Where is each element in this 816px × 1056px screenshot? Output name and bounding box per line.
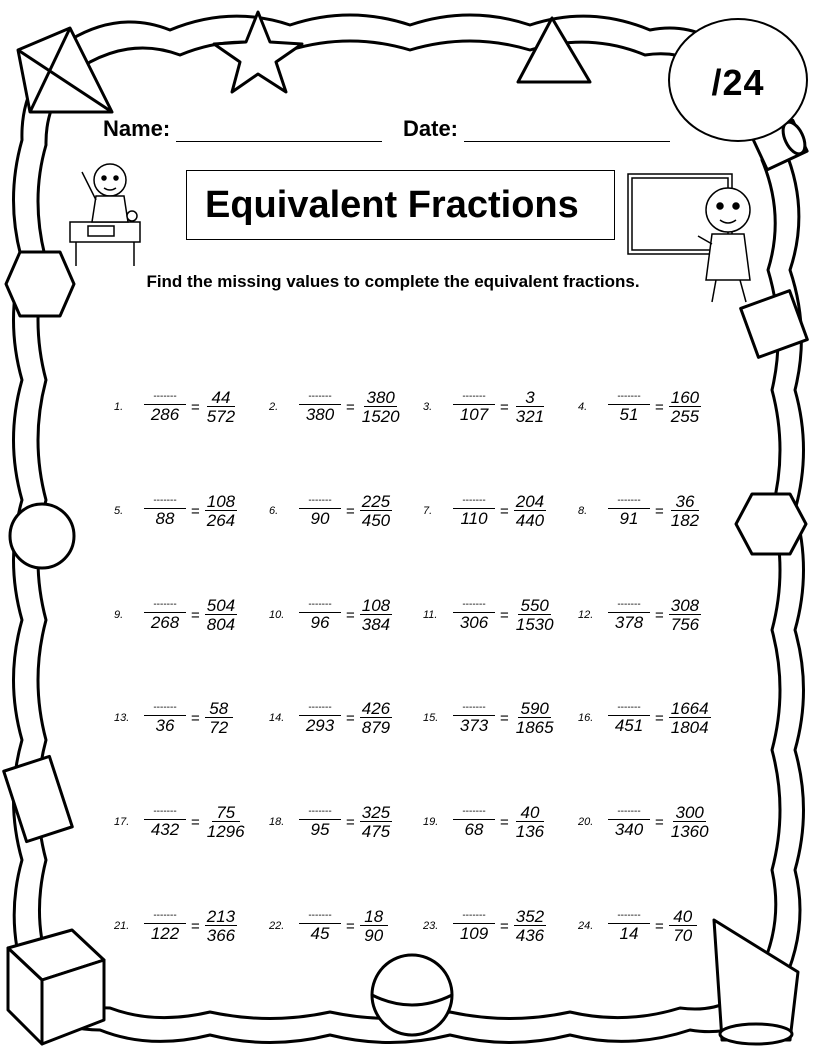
problem-item (578, 804, 711, 840)
problem-number: 21. (114, 920, 130, 932)
equals-sign: = (655, 813, 664, 831)
numerator: 36 (671, 493, 699, 511)
name-line[interactable] (176, 119, 382, 142)
equals-sign: = (191, 502, 200, 520)
numerator: 308 (670, 596, 700, 615)
denominator: 96 (310, 612, 330, 632)
denominator: 432 (150, 819, 180, 839)
sphere-shape (372, 955, 452, 1035)
problem-item (578, 908, 697, 944)
problem-item (578, 493, 701, 529)
denominator: 268 (150, 612, 180, 632)
problem-item (269, 493, 392, 529)
equals-sign: = (655, 709, 664, 727)
numerator: 225 (361, 492, 391, 511)
numerator: 160 (670, 388, 700, 407)
problem-item (269, 700, 392, 736)
problem-item (114, 908, 237, 944)
denominator: 122 (150, 923, 180, 943)
denominator: 91 (619, 508, 639, 528)
given-fraction (669, 908, 697, 944)
denominator: 286 (150, 404, 180, 424)
numerator: 550 (520, 596, 549, 615)
answer-blank[interactable]: ------- (453, 600, 495, 613)
denominator: 366 (206, 926, 236, 945)
unknown-fraction (453, 392, 495, 423)
given-fraction (205, 804, 247, 840)
answer-blank[interactable]: ------- (299, 703, 341, 716)
unknown-fraction (453, 807, 495, 838)
title-box (186, 170, 615, 240)
problem-item (423, 389, 546, 425)
denominator: 450 (361, 511, 391, 530)
numerator: 3 (516, 389, 544, 407)
problem-number: 2. (269, 401, 279, 413)
problem-number: 14. (269, 712, 285, 724)
numerator: 18 (360, 908, 388, 926)
denominator: 90 (364, 926, 384, 945)
denominator: 110 (460, 508, 488, 528)
denominator: 68 (464, 819, 484, 839)
numerator: 380 (366, 388, 395, 407)
problem-item (269, 908, 388, 944)
problem-number: 16. (578, 712, 594, 724)
denominator: 182 (670, 511, 700, 530)
given-fraction (360, 700, 392, 736)
unknown-fraction (453, 703, 495, 734)
answer-blank[interactable]: ------- (453, 911, 495, 924)
problem-number: 22. (269, 920, 285, 932)
given-fraction (514, 389, 546, 425)
denominator: 1360 (670, 822, 709, 841)
page-title: Equivalent Fractions (205, 183, 579, 226)
problem-item (423, 493, 546, 529)
unknown-fraction (299, 496, 341, 527)
equals-sign: = (655, 502, 664, 520)
problem-number: 10. (269, 609, 285, 621)
given-fraction (360, 908, 388, 944)
answer-blank[interactable]: ------- (299, 392, 341, 405)
kid-at-desk-illustration (70, 164, 140, 266)
unknown-fraction (144, 392, 186, 423)
problem-number: 11. (423, 609, 438, 621)
denominator: 1296 (206, 822, 245, 841)
denominator: 36 (155, 715, 175, 735)
numerator: 590 (520, 699, 549, 718)
numerator: 1664 (670, 699, 709, 718)
problem-item (423, 908, 546, 944)
denominator: 756 (670, 615, 700, 634)
answer-blank[interactable]: ------- (608, 703, 650, 716)
denominator: 264 (206, 511, 236, 530)
problem-number: 15. (423, 712, 439, 724)
equals-sign: = (346, 398, 355, 416)
equals-sign: = (346, 606, 355, 624)
unknown-fraction (453, 600, 495, 631)
problem-item (423, 700, 556, 736)
denominator: 321 (515, 407, 545, 426)
denominator: 378 (614, 612, 644, 632)
numerator: 40 (669, 908, 697, 926)
numerator: 352 (515, 907, 545, 926)
answer-blank[interactable]: ------- (299, 600, 341, 613)
numerator: 75 (212, 804, 240, 822)
equals-sign: = (191, 606, 200, 624)
denominator: 451 (614, 715, 644, 735)
given-fraction (205, 908, 237, 944)
problem-item (269, 597, 392, 633)
problem-number: 13. (114, 712, 130, 724)
problem-item (114, 597, 237, 633)
unknown-fraction (144, 600, 186, 631)
equals-sign: = (500, 502, 509, 520)
unknown-fraction (299, 392, 341, 423)
numerator: 426 (361, 699, 391, 718)
given-fraction (669, 493, 701, 529)
denominator: 475 (361, 822, 391, 841)
given-fraction (360, 389, 402, 425)
given-fraction (669, 804, 711, 840)
denominator: 293 (305, 715, 335, 735)
denominator: 45 (310, 923, 330, 943)
numerator: 108 (361, 596, 391, 615)
denominator: 107 (459, 404, 489, 424)
denominator: 14 (619, 923, 639, 943)
problem-item (269, 804, 392, 840)
unknown-fraction (144, 496, 186, 527)
equals-sign: = (500, 917, 509, 935)
unknown-fraction (608, 911, 650, 942)
problem-number: 23. (423, 920, 439, 932)
equals-sign: = (346, 813, 355, 831)
problem-number: 12. (578, 609, 594, 621)
numerator: 325 (361, 803, 391, 822)
denominator: 340 (614, 819, 644, 839)
unknown-fraction (608, 807, 650, 838)
equals-sign: = (500, 709, 509, 727)
circle-shape-left (10, 504, 74, 568)
problem-number: 17. (114, 816, 130, 828)
score-circle (668, 18, 808, 142)
answer-blank[interactable]: ------- (608, 911, 650, 924)
denominator: 51 (619, 404, 639, 424)
given-fraction (514, 700, 556, 736)
cube-shape (8, 930, 104, 1044)
denominator: 1530 (515, 615, 554, 634)
problem-number: 24. (578, 920, 594, 932)
given-fraction (205, 493, 237, 529)
equals-sign: = (500, 398, 509, 416)
given-fraction (514, 804, 546, 840)
equals-sign: = (655, 917, 664, 935)
answer-blank[interactable]: ------- (453, 496, 495, 509)
answer-blank[interactable]: ------- (608, 392, 650, 405)
given-fraction (205, 597, 237, 633)
problem-number: 18. (269, 816, 285, 828)
denominator: 72 (209, 718, 229, 737)
given-fraction (360, 597, 392, 633)
problem-item (114, 389, 237, 425)
equals-sign: = (346, 709, 355, 727)
equals-sign: = (500, 606, 509, 624)
numerator: 204 (515, 492, 545, 511)
name-field (103, 116, 382, 142)
answer-blank[interactable]: ------- (608, 600, 650, 613)
denominator: 384 (361, 615, 391, 634)
given-fraction (514, 908, 546, 944)
denominator: 572 (206, 407, 236, 426)
problem-number: 20. (578, 816, 594, 828)
unknown-fraction (453, 911, 495, 942)
denominator: 1520 (361, 407, 400, 426)
denominator: 1865 (515, 718, 554, 737)
denominator: 879 (361, 718, 391, 737)
answer-blank[interactable]: ------- (144, 807, 186, 820)
answer-blank[interactable]: ------- (453, 703, 495, 716)
numerator: 213 (206, 907, 236, 926)
problem-number: 5. (114, 505, 124, 517)
numerator: 300 (675, 803, 704, 822)
unknown-fraction (299, 703, 341, 734)
answer-blank[interactable]: ------- (144, 703, 186, 716)
problem-number: 6. (269, 505, 279, 517)
denominator: 136 (515, 822, 545, 841)
equals-sign: = (191, 709, 200, 727)
denominator: 95 (310, 819, 330, 839)
equals-sign: = (655, 606, 664, 624)
score-text: /24 (711, 62, 765, 103)
numerator: 108 (206, 492, 236, 511)
equals-sign: = (500, 813, 509, 831)
unknown-fraction (608, 392, 650, 423)
denominator: 70 (673, 926, 693, 945)
given-fraction (669, 700, 711, 736)
answer-blank[interactable]: ------- (453, 392, 495, 405)
answer-blank[interactable]: ------- (608, 496, 650, 509)
equals-sign: = (191, 917, 200, 935)
unknown-fraction (144, 911, 186, 942)
name-label: Name: (103, 116, 171, 141)
given-fraction (360, 493, 392, 529)
answer-blank[interactable]: ------- (608, 807, 650, 820)
denominator: 306 (459, 612, 489, 632)
denominator: 1804 (670, 718, 709, 737)
answer-blank[interactable]: ------- (453, 807, 495, 820)
answer-blank[interactable]: ------- (144, 911, 186, 924)
unknown-fraction (608, 703, 650, 734)
problem-number: 19. (423, 816, 439, 828)
problem-item (423, 597, 556, 633)
problem-number: 9. (114, 609, 124, 621)
date-field (403, 116, 670, 142)
equals-sign: = (655, 398, 664, 416)
problem-number: 8. (578, 505, 588, 517)
hexagon-shape-right (736, 494, 806, 554)
date-line[interactable] (464, 119, 670, 142)
denominator: 90 (310, 508, 330, 528)
unknown-fraction (299, 807, 341, 838)
unknown-fraction (299, 600, 341, 631)
problem-item (578, 700, 711, 736)
given-fraction (669, 597, 701, 633)
equals-sign: = (191, 398, 200, 416)
given-fraction (514, 493, 546, 529)
unknown-fraction (299, 911, 341, 942)
equals-sign: = (346, 502, 355, 520)
problem-number: 4. (578, 401, 588, 413)
problem-item (114, 493, 237, 529)
answer-blank[interactable]: ------- (144, 496, 186, 509)
unknown-fraction (453, 496, 495, 527)
date-label: Date: (403, 116, 459, 141)
problem-item (114, 804, 247, 840)
problem-item (578, 597, 701, 633)
answer-blank[interactable]: ------- (299, 496, 341, 509)
numerator: 58 (205, 700, 233, 718)
given-fraction (360, 804, 392, 840)
denominator: 373 (459, 715, 489, 735)
equals-sign: = (191, 813, 200, 831)
problem-item (269, 389, 402, 425)
denominator: 436 (515, 926, 545, 945)
denominator: 255 (670, 407, 700, 426)
problem-number: 7. (423, 505, 433, 517)
answer-blank[interactable]: ------- (144, 392, 186, 405)
problem-item (578, 389, 701, 425)
unknown-fraction (608, 496, 650, 527)
unknown-fraction (608, 600, 650, 631)
unknown-fraction (144, 807, 186, 838)
answer-blank[interactable]: ------- (299, 807, 341, 820)
denominator: 109 (459, 923, 489, 943)
cone-shape (714, 920, 798, 1044)
problem-item (423, 804, 546, 840)
denominator: 380 (305, 404, 335, 424)
problem-number: 1. (114, 401, 124, 413)
unknown-fraction (144, 703, 186, 734)
given-fraction (669, 389, 701, 425)
instructions: Find the missing values to complete the equivalent fractions. (146, 272, 640, 291)
denominator: 440 (515, 511, 545, 530)
numerator: 40 (516, 804, 544, 822)
answer-blank[interactable]: ------- (299, 911, 341, 924)
equals-sign: = (346, 917, 355, 935)
problem-number: 3. (423, 401, 433, 413)
numerator: 44 (207, 389, 235, 407)
numerator: 504 (206, 596, 236, 615)
given-fraction (514, 597, 556, 633)
answer-blank[interactable]: ------- (144, 600, 186, 613)
given-fraction (205, 700, 233, 736)
denominator: 804 (206, 615, 236, 634)
denominator: 88 (155, 508, 175, 528)
problem-item (114, 700, 233, 736)
given-fraction (205, 389, 237, 425)
